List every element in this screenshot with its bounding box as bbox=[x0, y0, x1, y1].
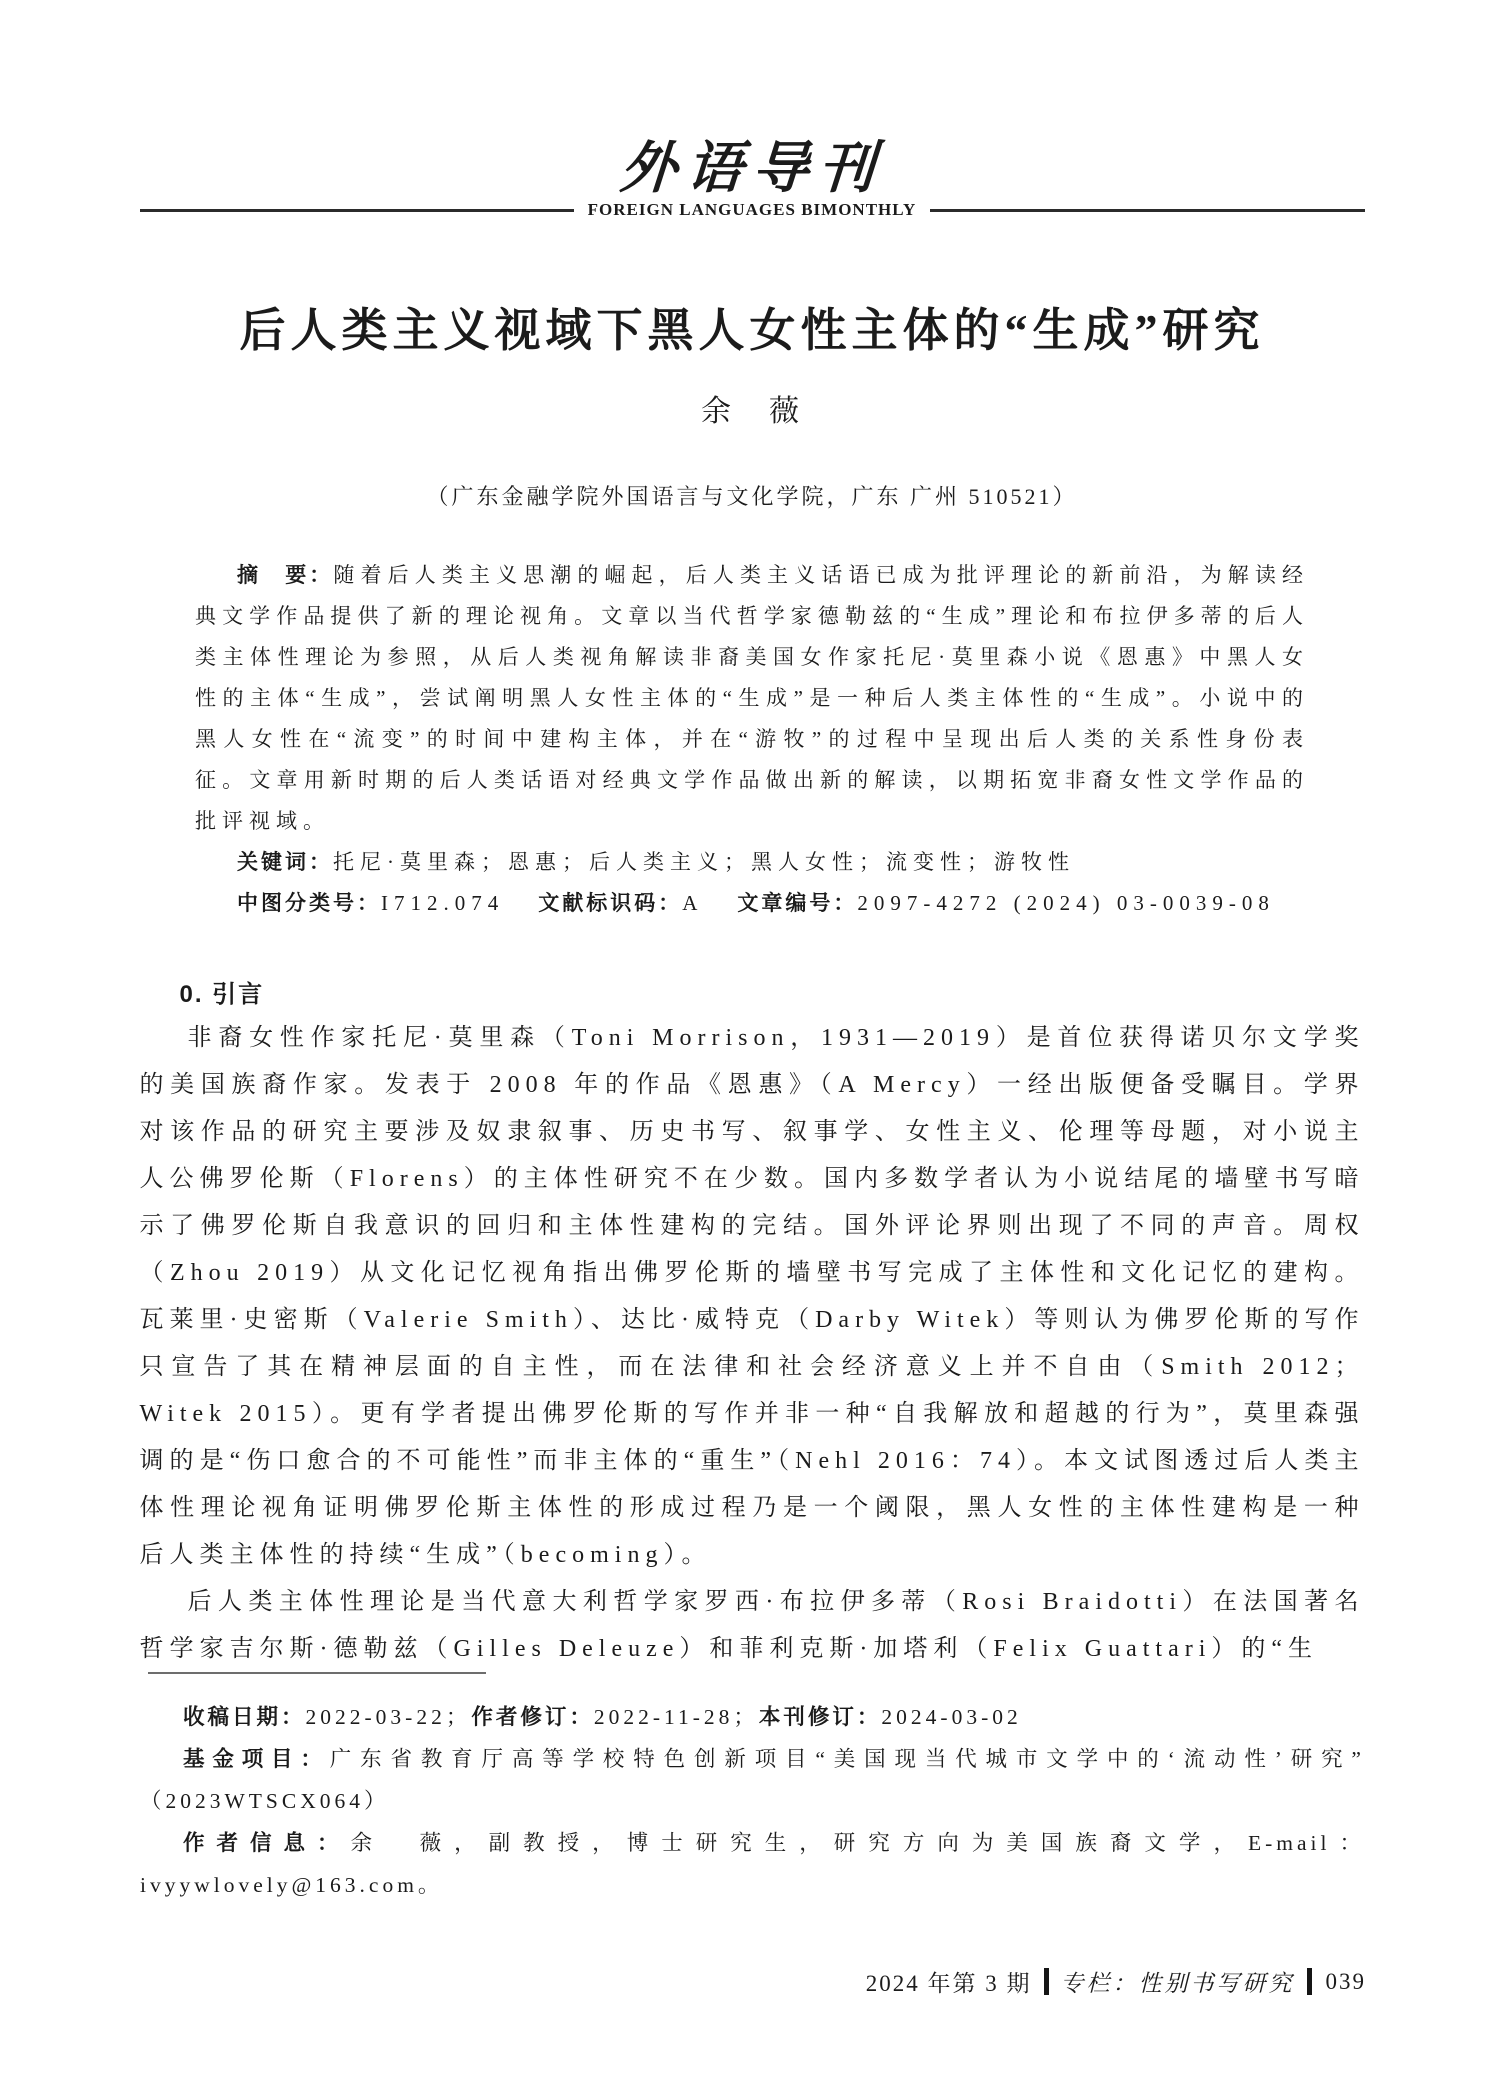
journal-revision-label: 本刊修订： bbox=[758, 1705, 882, 1729]
doc-code-value: A bbox=[682, 890, 704, 915]
article-title: 后人类主义视域下黑人女性主体的“生成”研究 bbox=[239, 305, 1265, 356]
footnote-section bbox=[140, 1672, 1365, 1906]
classification-line bbox=[195, 883, 1309, 924]
paragraph-2: 后人类主体性理论是当代意大利哲学家罗西·布拉伊多蒂（Rosi Braidotti）在法国著名哲学家吉尔斯·德勒兹（Gilles Deleuze）和菲利克斯·加塔利（Felix Guattari）的“生 bbox=[139, 1588, 1365, 1662]
abstract-text: 随着后人类主义思潮的崛起，后人类主义话语已成为批评理论的新前沿，为解读经典文学作品提供了新的理论视角。文章以当代哲学家德勒兹的“生成”理论和布拉伊多蒂的后人类主体性理论为参照，从后人类视角解读非裔美国女作家托尼·莫里森小说《恩惠》中黑人女性的主体“生成”，尝试阐明黑人女性主体的“生成”是一种后人类主体性的“生成”。小说中的黑人女性在“流变”的时间中建构主体，并在“游牧”的过程中呈现出后人类的关系性身份表征。文章用新时期的后人类话语对经典文学作品做出新的解读，以期拓宽非裔女性文学作品的批评视域。 bbox=[195, 562, 1310, 833]
author-info-label: 作者信息： bbox=[183, 1831, 351, 1855]
body-text bbox=[140, 1015, 1365, 1673]
affiliation: （广东金融学院外国语言与文化学院，广东 广州 510521） bbox=[426, 483, 1078, 509]
received-date-label: 收稿日期： bbox=[183, 1705, 306, 1729]
author-revision-label: 作者修订： bbox=[471, 1705, 594, 1729]
footnote-dates bbox=[140, 1696, 1365, 1738]
abstract-label: 摘 要： bbox=[237, 563, 334, 587]
author-info bbox=[140, 1822, 1365, 1906]
article-id-label: 文章编号： bbox=[737, 891, 858, 915]
page-footer bbox=[866, 1965, 1366, 1998]
keywords-line bbox=[195, 842, 1309, 883]
author-revision-value: 2022-11-28； bbox=[593, 1705, 759, 1729]
author-info-value: 余 薇，副教授，博士研究生，研究方向为美国族裔文学，E-mail：ivyywlovely@163.com。 bbox=[140, 1831, 1365, 1897]
doc-code-label: 文献标识码： bbox=[538, 891, 683, 915]
author-name: 余 薇 bbox=[701, 394, 803, 428]
journal-header bbox=[140, 0, 1365, 220]
footer-issue: 2024 年第 3 期 bbox=[865, 1971, 1032, 1996]
abstract-paragraph bbox=[195, 555, 1309, 842]
footer-column: 专栏：性别书写研究 bbox=[1060, 1971, 1295, 1996]
received-date-value: 2022-03-22； bbox=[305, 1705, 472, 1729]
article-body-column bbox=[140, 302, 1365, 1673]
footer-divider bbox=[1307, 1968, 1312, 1995]
footer-divider bbox=[1044, 1968, 1049, 1995]
footer-page-number: 039 bbox=[1325, 1968, 1366, 1994]
article-id-value: 2097-4272 (2024) 03-0039-08 bbox=[857, 890, 1275, 915]
header-rule-row bbox=[140, 200, 1365, 220]
journal-logo: 外语导刊 bbox=[617, 135, 887, 201]
paragraph-1: 非裔女性作家托尼·莫里森（Toni Morrison，1931—2019）是首位获得诺贝尔文学奖的美国族裔作家。发表于 2008 年的作品《恩惠》（A Mercy）一经出版便备受瞩目。学界对该作品的研究主要涉及奴隶叙事、历史书写、叙事学、女性主义、伦理等母题，对小说主人公佛罗伦斯（Florens）的主体性研究不在少数。国内多数学者认为小说结尾的墙壁书写暗示了佛罗伦斯自我意识的回归和主体性建构的完结。国外评论界则出现了不同的声音。周权（Zhou 2019）从文化记忆视角指出佛罗伦斯的墙壁书写完成了主体性和文化记忆的建构。瓦莱里·史密斯（Valerie Smith）、达比·威特克（Darby Witek）等则认为佛罗伦斯的写作只宣告了其在精神层面的自主性，而在法律和社会经济意义上并不自由（Smith 2012；Witek 2015）。更有学者提出佛罗伦斯的写作并非一种“自我解放和超越的行为”，莫里森强调的是“伤口愈合的不可能性”而非主体的“重生”（Nehl 2016：74）。本文试图透过后人类主体性理论视角证明佛罗伦斯主体性的形成过程乃是一个阈限，黑人女性的主体性建构是一种后人类主体性的持续“生成”（becoming）。 bbox=[139, 1024, 1365, 1568]
journal-revision-value: 2024-03-02 bbox=[881, 1705, 1022, 1729]
header-rule-right bbox=[930, 209, 1364, 212]
fund-project bbox=[140, 1738, 1365, 1822]
clc-label: 中图分类号： bbox=[237, 891, 381, 915]
keywords-label: 关键词： bbox=[237, 850, 333, 874]
keywords-text: 托尼·莫里森；恩惠；后人类主义；黑人女性；流变性；游牧性 bbox=[333, 849, 1075, 874]
header-rule-left bbox=[140, 209, 574, 212]
section-heading-intro: 0. 引言 bbox=[179, 980, 265, 1008]
journal-subtitle: FOREIGN LANGUAGES BIMONTHLY bbox=[587, 200, 917, 219]
fund-project-value: 广东省教育厅高等学校特色创新项目“美国现当代城市文学中的‘流动性’研究”（2023WTSCX064） bbox=[140, 1747, 1365, 1813]
clc-value: I712.074 bbox=[381, 890, 505, 915]
fund-project-label: 基金项目： bbox=[183, 1747, 330, 1771]
abstract-section bbox=[195, 555, 1309, 924]
footnote-separator bbox=[148, 1672, 486, 1674]
